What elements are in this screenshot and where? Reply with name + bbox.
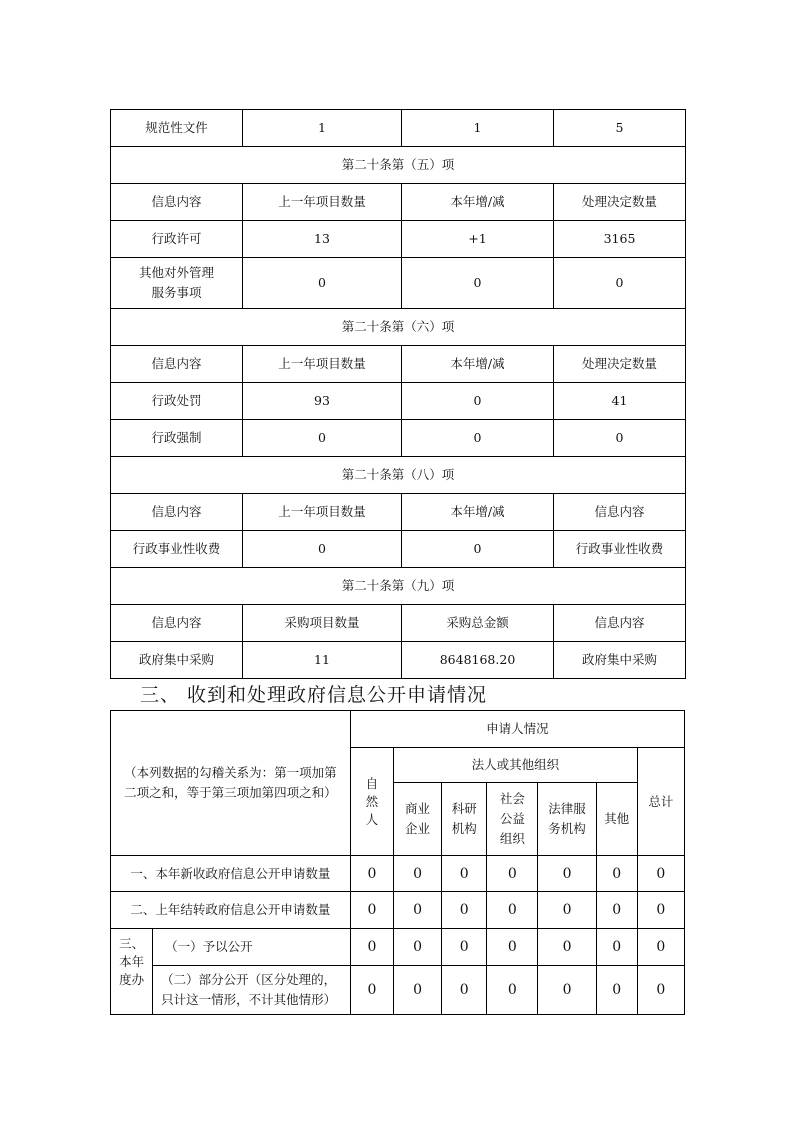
row-label [153,966,351,1015]
row-label: 规范性文件 [111,110,243,147]
cell-value: 0 [637,856,684,892]
header-row [111,346,686,383]
natural-person-header [350,748,393,856]
cell-value: 0 [538,856,596,892]
header-row [111,711,685,748]
row-label [111,258,243,309]
header-line: 企业 [405,821,431,836]
cell-value: 政府集中采购 [554,642,686,679]
header-char: 自 [365,775,379,791]
cell-value: 0 [596,892,637,929]
column-header: 采购项目数量 [243,605,402,642]
applicant-header: 申请人情况 [350,711,684,748]
section-title-row [111,568,686,605]
social-welfare-header [487,783,538,856]
cell-value: 0 [393,929,441,966]
table-row [111,642,686,679]
section-title-row [111,147,686,184]
column-header: 信息内容 [554,605,686,642]
cell-value: 0 [243,531,402,568]
cell-value: 0 [393,966,441,1015]
row-label: 政府集中采购 [111,642,243,679]
cell-value: 0 [350,892,393,929]
row-label-line: （二）部分公开（区分处理的， [161,972,337,987]
header-row [111,184,686,221]
section-title: 第二十条第（五）项 [111,147,686,184]
table-row [111,966,685,1015]
column-header: 信息内容 [111,494,243,531]
legal-entity-header: 法人或其他组织 [393,748,637,783]
cell-value: 0 [393,856,441,892]
group-label [111,929,153,1015]
section-title: 第二十条第（九）项 [111,568,686,605]
header-line: 机构 [451,821,477,836]
cell-value: 0 [243,258,402,309]
group-label-line: 本年 [119,954,145,969]
header-line: 组织 [499,831,525,846]
column-header: 上一年项目数量 [243,346,402,383]
cell-value: 0 [637,892,684,929]
cell-value: 0 [487,966,538,1015]
row-label-line: 服务事项 [151,285,202,300]
table-row [111,531,686,568]
header-line: 法律服 [548,801,586,816]
column-header: 信息内容 [111,184,243,221]
cell-value: 0 [442,966,487,1015]
cell-value: 0 [487,856,538,892]
cell-value: 11 [243,642,402,679]
header-char: 然 [365,793,379,809]
table-row [111,258,686,309]
table-row [111,856,685,892]
cell-value: 0 [243,420,402,457]
cell-value: +1 [402,221,554,258]
cell-value: 41 [554,383,686,420]
cell-value: 0 [554,420,686,457]
cell-value: 0 [487,892,538,929]
header-line: 科研 [451,801,477,816]
legal-service-header [538,783,596,856]
row-label: 二、上年结转政府信息公开申请数量 [111,892,351,929]
requests-table [110,710,685,1015]
column-header: 处理决定数量 [554,346,686,383]
column-header: 本年增/减 [402,184,554,221]
row-label: 行政处罚 [111,383,243,420]
total-header: 总计 [637,748,684,856]
cell-value: 1 [402,110,554,147]
cell-value: 0 [402,531,554,568]
cell-value: 0 [637,929,684,966]
header-line: 社会 [499,791,525,806]
cell-value: 0 [442,929,487,966]
group-label-line: 三、 [119,936,145,951]
column-header: 处理决定数量 [554,184,686,221]
cell-value: 0 [596,929,637,966]
cell-value: 0 [402,258,554,309]
header-line: 商业 [405,801,431,816]
section-title-row [111,309,686,346]
column-header: 本年增/减 [402,494,554,531]
cell-value: 1 [243,110,402,147]
table-row [111,383,686,420]
cell-value: 0 [402,383,554,420]
section-title: 第二十条第（八）项 [111,457,686,494]
header-row [111,605,686,642]
cell-value: 3165 [554,221,686,258]
column-header: 信息内容 [111,346,243,383]
commercial-header [393,783,441,856]
cell-value: 0 [538,929,596,966]
section-heading: 三、 收到和处理政府信息公开申请情况 [140,684,488,706]
column-header: 信息内容 [111,605,243,642]
column-header: 上一年项目数量 [243,494,402,531]
cell-value: 0 [554,258,686,309]
header-line: 务机构 [548,821,586,836]
column-header: 信息内容 [554,494,686,531]
cell-value: 0 [350,929,393,966]
cell-value: 0 [596,966,637,1015]
research-header [442,783,487,856]
cell-value: 93 [243,383,402,420]
row-label: 行政事业性收费 [111,531,243,568]
row-label: 一、本年新收政府信息公开申请数量 [111,856,351,892]
cell-value: 0 [538,892,596,929]
cell-value: 0 [596,856,637,892]
cell-value: 8648168.20 [402,642,554,679]
cell-value: 行政事业性收费 [554,531,686,568]
cell-value: 0 [538,966,596,1015]
column-header: 上一年项目数量 [243,184,402,221]
cell-value: 0 [350,966,393,1015]
row-label-line: 其他对外管理 [138,265,214,280]
disclosure-items-table [110,109,686,679]
cell-value: 0 [442,892,487,929]
table-row [111,110,686,147]
table-row [111,221,686,258]
table-row [111,420,686,457]
note-line: 二项之和，等于第三项加第四项之和） [124,785,337,800]
cell-value: 0 [350,856,393,892]
consistency-note [111,711,351,856]
header-line: 公益 [499,811,525,826]
column-header: 采购总金额 [402,605,554,642]
column-header: 本年增/减 [402,346,554,383]
cell-value: 0 [637,966,684,1015]
row-label: （一）予以公开 [153,929,351,966]
cell-value: 0 [487,929,538,966]
cell-value: 0 [393,892,441,929]
header-char: 人 [365,811,379,827]
header-row [111,494,686,531]
cell-value: 13 [243,221,402,258]
cell-value: 0 [402,420,554,457]
cell-value: 5 [554,110,686,147]
section-title: 第二十条第（六）项 [111,309,686,346]
row-label: 行政强制 [111,420,243,457]
cell-value: 0 [442,856,487,892]
table-row [111,892,685,929]
row-label: 行政许可 [111,221,243,258]
other-header: 其他 [596,783,637,856]
group-label-line: 度办 [119,972,145,987]
section-title-row [111,457,686,494]
note-line: （本列数据的勾稽关系为：第一项加第 [124,765,337,780]
row-label-line: 只计这一情形，不计其他情形） [161,992,337,1007]
table-row [111,929,685,966]
